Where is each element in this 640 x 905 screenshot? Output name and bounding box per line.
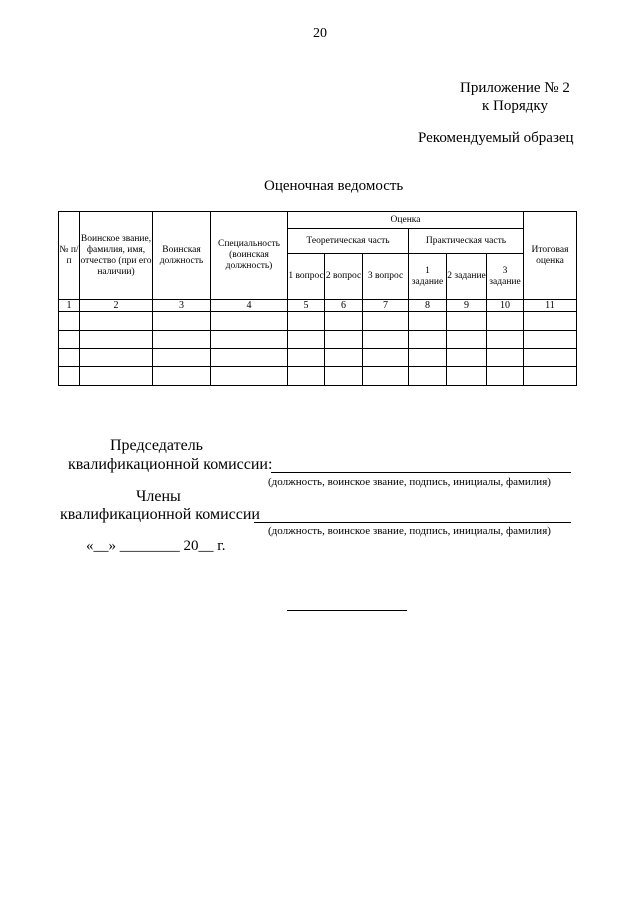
table-row <box>59 367 577 386</box>
column-number: 9 <box>447 300 487 312</box>
header-question-1: 1 вопрос <box>288 254 325 300</box>
header-final-grade: Итоговая оценка <box>524 212 577 300</box>
appendix-subtitle: к Порядку <box>482 98 548 114</box>
date-line: «__» ________ 20__ г. <box>86 538 226 554</box>
table-row <box>59 349 577 367</box>
members-signature-line <box>254 522 571 523</box>
column-number: 3 <box>153 300 211 312</box>
column-number: 4 <box>211 300 288 312</box>
header-full-name: Воинское звание, фамилия, имя, отчество (при его наличии) <box>80 212 153 300</box>
members-label: Члены <box>136 488 181 505</box>
members-commission-label: квалификационной комиссии <box>60 506 260 523</box>
column-number: 5 <box>288 300 325 312</box>
members-signature-caption: (должность, воинское звание, подпись, инициалы, фамилия) <box>268 525 551 537</box>
chairman-signature-caption: (должность, воинское звание, подпись, инициалы, фамилия) <box>268 476 551 488</box>
chairman-signature-line <box>271 472 571 473</box>
column-number: 10 <box>487 300 524 312</box>
header-task-1: 1 задание <box>409 254 447 300</box>
header-military-position: Воинская должность <box>153 212 211 300</box>
chairman-label: Председатель <box>110 437 203 454</box>
column-number: 7 <box>363 300 409 312</box>
header-practice-part: Практическая часть <box>409 229 524 254</box>
header-grade: Оценка <box>288 212 524 229</box>
column-number: 6 <box>325 300 363 312</box>
recommended-sample-label: Рекомендуемый образец <box>418 130 574 146</box>
table-row <box>59 312 577 331</box>
end-divider <box>287 610 407 611</box>
chairman-commission-label: квалификационной комиссии: <box>68 456 273 473</box>
appendix-title: Приложение № 2 <box>460 80 570 96</box>
column-number: 1 <box>59 300 80 312</box>
table-row <box>59 331 577 349</box>
evaluation-table <box>58 211 577 386</box>
column-number-row <box>59 300 577 312</box>
header-task-3: 3 задание <box>487 254 524 300</box>
column-number: 8 <box>409 300 447 312</box>
page-number: 20 <box>313 26 327 41</box>
column-number: 2 <box>80 300 153 312</box>
document-title: Оценочная ведомость <box>264 178 404 194</box>
header-question-3: 3 вопрос <box>363 254 409 300</box>
header-task-2: 2 задание <box>447 254 487 300</box>
column-number: 11 <box>524 300 577 312</box>
header-specialty: Специальность (воинская должность) <box>211 212 288 300</box>
header-number: № п/п <box>59 212 80 300</box>
header-theory-part: Теоретическая часть <box>288 229 409 254</box>
header-question-2: 2 вопрос <box>325 254 363 300</box>
